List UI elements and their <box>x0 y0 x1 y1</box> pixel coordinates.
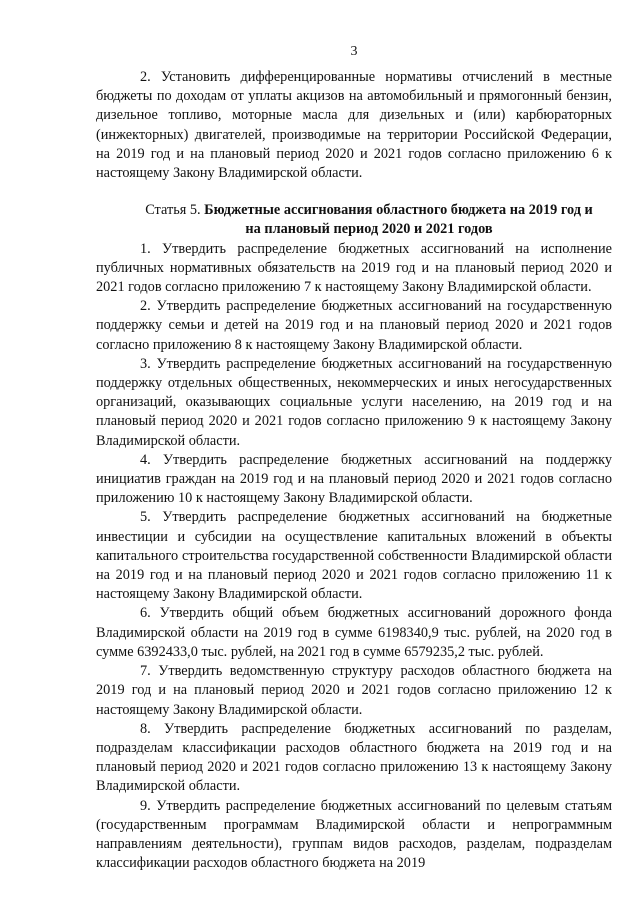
paragraph-9: 9. Утвердить распределение бюджетных ассигнований по целевым статьям (государственным программам Владимирской области и непрограммным направлениям деятельности), группам видов расходов, разделам, подразделам классификации расходов областного бюджета на 2019 <box>96 797 612 872</box>
paragraph-item-2-excise: 2. Установить дифференцированные нормативы отчислений в местные бюджеты по доходам от уплаты акцизов на автомобильный и прямогонный бензин, дизельное топливо, моторные масла для дизельных и (или) карбюраторных (инжекторных) двигателей, производимые на территории Российской Федерации, на 2019 год и на плановый период 2020 и 2021 годов согласно приложению 6 к настоящему Закону Владимирской области. <box>96 69 612 182</box>
page-number: 3 <box>350 44 358 59</box>
paragraph-8: 8. Утвердить распределение бюджетных ассигнований по разделам, подразделам классификации расходов областного бюджета на 2019 год и на плановый период 2020 и 2021 годов согласно приложению 13 к настоящему Закону Владимирской области. <box>96 720 612 795</box>
paragraph-1: 1. Утвердить распределение бюджетных ассигнований на исполнение публичных нормативных обязательств на 2019 год и на плановый период 2020 и 2021 годов согласно приложению 7 к настоящему Закону Владимирской области. <box>96 240 612 296</box>
article-5-heading <box>96 201 612 239</box>
article-prefix: Статья 5. <box>145 202 205 219</box>
paragraph-3: 3. Утвердить распределение бюджетных ассигнований на государственную поддержку отдельных общественных, некоммерческих и иных негосударственных организаций, оказывающих социальные услуги населению, на 2019 год и на плановый период 2020 и 2021 годов согласно приложению 9 к настоящему Закону Владимирской области. <box>96 355 612 449</box>
article-title-line2: на плановый период 2020 и 2021 годов <box>245 221 493 238</box>
paragraph-5: 5. Утвердить распределение бюджетных ассигнований на бюджетные инвестиции и субсидии на осуществление капитальных вложений в объекты капитального строительства государственной собственности Владимирской области на 2019 год и на плановый период 2020 и 2021 годов согласно приложению 11 к настоящему Закону Владимирской области. <box>96 509 612 603</box>
paragraph-4: 4. Утвердить распределение бюджетных ассигнований на поддержку инициатив граждан на 2019 год и на плановый период 2020 и 2021 годов согласно приложению 10 к настоящему Закону Владимирской области. <box>96 451 612 507</box>
paragraph-6: 6. Утвердить общий объем бюджетных ассигнований дорожного фонда Владимирской области на 2019 год в сумме 6198340,9 тыс. рублей, на 2020 год в сумме 6392433,0 тыс. рублей, на 2021 год в сумме 6579235,2 тыс. рублей. <box>96 605 612 660</box>
paragraph-2: 2. Утвердить распределение бюджетных ассигнований на государственную поддержку семьи и детей на 2019 год и на плановый период 2020 и 2021 годов согласно приложению 8 к настоящему Закону Владимирской области. <box>96 298 612 353</box>
paragraph-7: 7. Утвердить ведомственную структуру расходов областного бюджета на 2019 год и на плановый период 2020 и 2021 годов согласно приложению 12 к настоящему Закону Владимирской области. <box>96 663 612 718</box>
article-title-line1: Бюджетные ассигнования областного бюджета на 2019 год и <box>204 202 593 219</box>
